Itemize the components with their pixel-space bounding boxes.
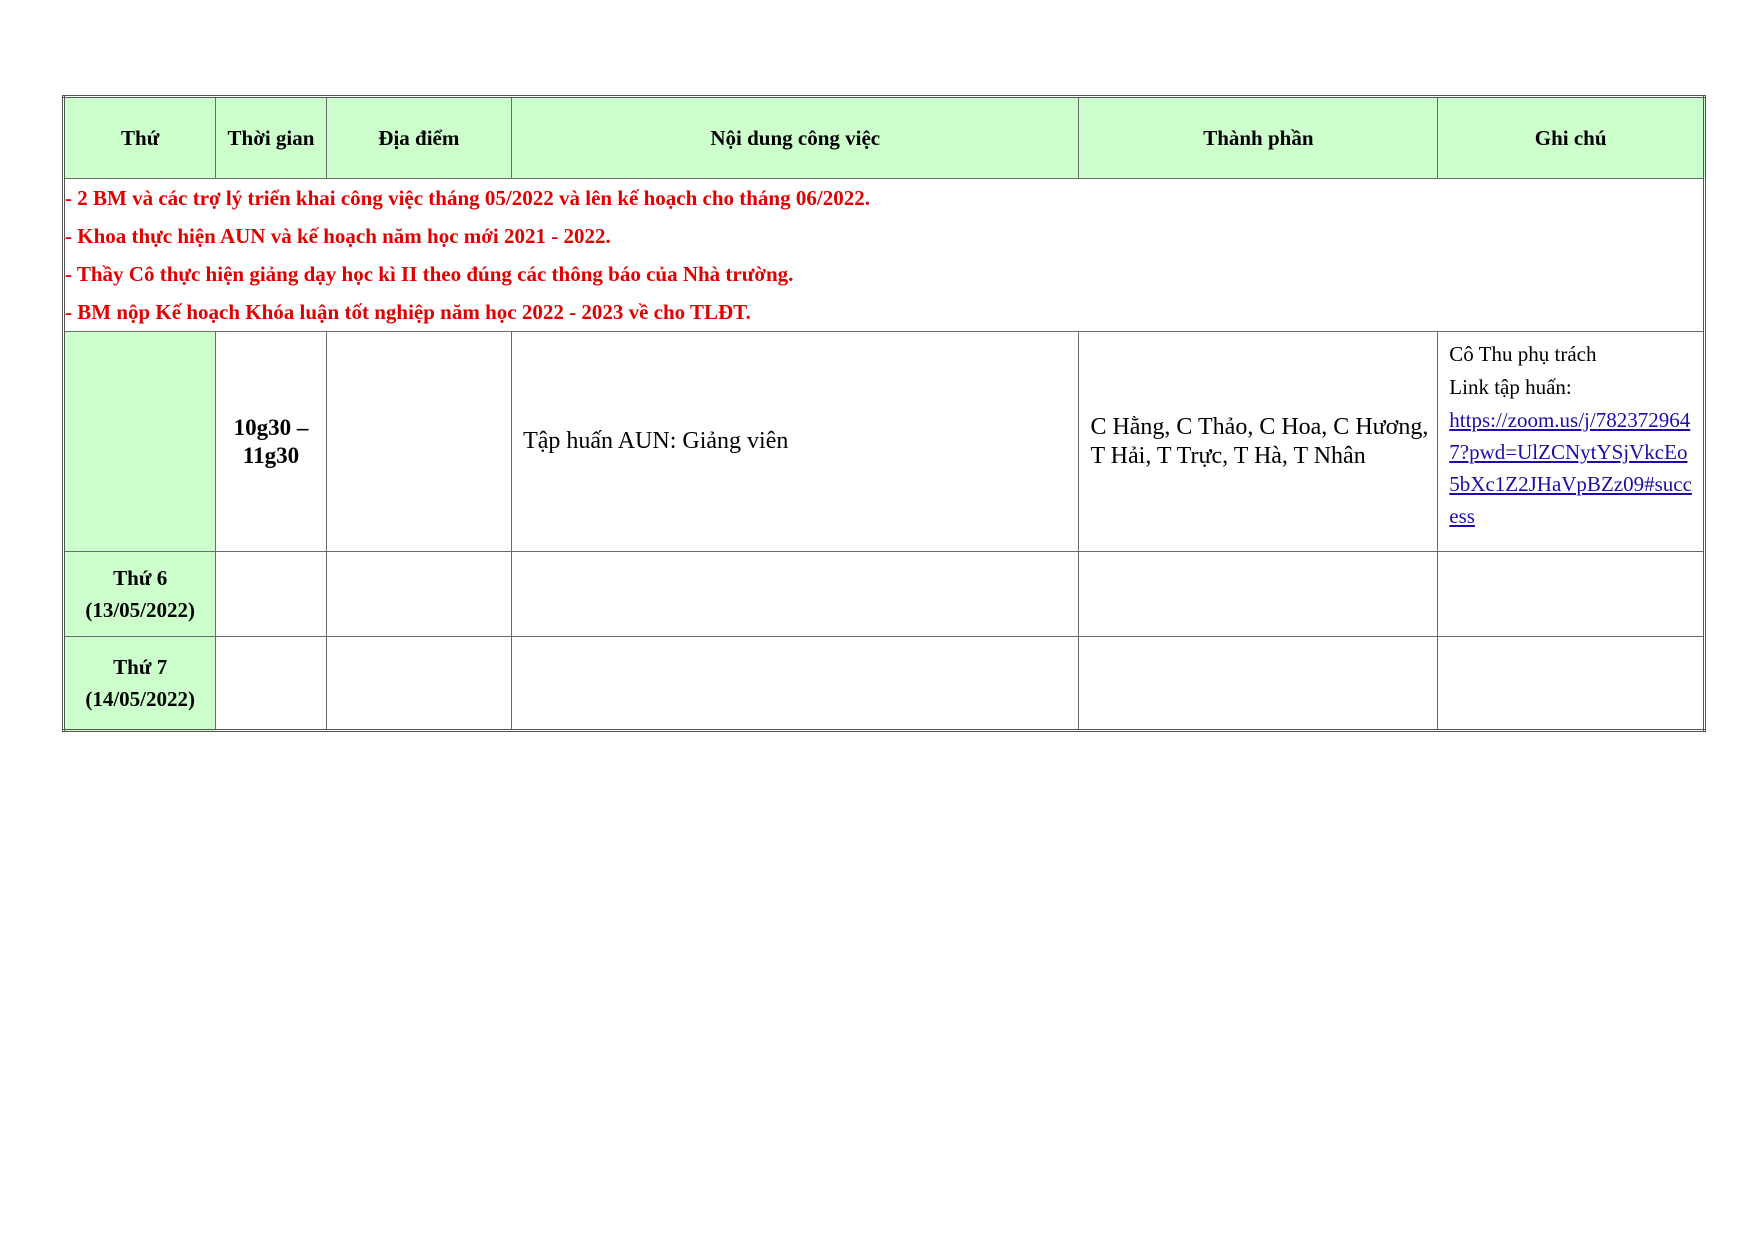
note-link-label: Link tập huấn: bbox=[1449, 375, 1572, 399]
announcement-item: - Thầy Cô thực hiện giảng dạy học kì II theo đúng các thông báo của Nhà trường. bbox=[65, 262, 794, 286]
note-person: Cô Thu phụ trách bbox=[1449, 342, 1597, 366]
participants-cell bbox=[1079, 552, 1438, 637]
header-place: Địa điểm bbox=[326, 97, 511, 179]
table-row bbox=[64, 552, 1705, 637]
announcements-row bbox=[64, 179, 1705, 332]
content-cell bbox=[512, 552, 1079, 637]
header-content: Nội dung công việc bbox=[512, 97, 1079, 179]
table-row bbox=[64, 637, 1705, 731]
zoom-link[interactable]: https://zoom.us/j/7823729647?pwd=UlZCNytYSjVkcEo5bXc1Z2JHaVpBZz09#success bbox=[1449, 408, 1692, 528]
header-participants: Thành phần bbox=[1079, 97, 1438, 179]
place-cell bbox=[326, 637, 511, 731]
announcement-item: - BM nộp Kế hoạch Khóa luận tốt nghiệp năm học 2022 - 2023 về cho TLĐT. bbox=[65, 300, 751, 324]
time-cell bbox=[216, 637, 326, 731]
announcements-cell bbox=[64, 179, 1705, 332]
header-notes: Ghi chú bbox=[1438, 97, 1705, 179]
day-cell bbox=[64, 637, 216, 731]
content-cell bbox=[512, 637, 1079, 731]
day-date: (14/05/2022) bbox=[85, 687, 195, 711]
day-label: Thứ 7 bbox=[113, 655, 168, 679]
day-cell bbox=[64, 332, 216, 552]
place-cell bbox=[326, 552, 511, 637]
time-cell bbox=[216, 552, 326, 637]
place-cell bbox=[326, 332, 511, 552]
day-date: (13/05/2022) bbox=[85, 598, 195, 622]
header-day: Thứ bbox=[64, 97, 216, 179]
weekly-schedule-table bbox=[62, 95, 1706, 732]
participants-cell: C Hằng, C Thảo, C Hoa, C Hương, T Hải, T Trực, T Hà, T Nhân bbox=[1079, 332, 1438, 552]
content-cell: Tập huấn AUN: Giảng viên bbox=[512, 332, 1079, 552]
day-cell bbox=[64, 552, 216, 637]
note-cell bbox=[1438, 332, 1705, 552]
time-cell bbox=[216, 332, 326, 552]
participants-cell bbox=[1079, 637, 1438, 731]
note-cell bbox=[1438, 637, 1705, 731]
day-label: Thứ 6 bbox=[113, 566, 168, 590]
header-row bbox=[64, 97, 1705, 179]
announcement-item: - 2 BM và các trợ lý triển khai công việc tháng 05/2022 và lên kế hoạch cho tháng 06/2022. bbox=[65, 186, 870, 210]
announcement-item: - Khoa thực hiện AUN và kế hoạch năm học mới 2021 - 2022. bbox=[65, 224, 611, 248]
time-end: 11g30 bbox=[242, 442, 300, 468]
note-cell bbox=[1438, 552, 1705, 637]
table-row bbox=[64, 332, 1705, 552]
header-time: Thời gian bbox=[216, 97, 326, 179]
time-start: 10g30 – bbox=[233, 414, 309, 440]
